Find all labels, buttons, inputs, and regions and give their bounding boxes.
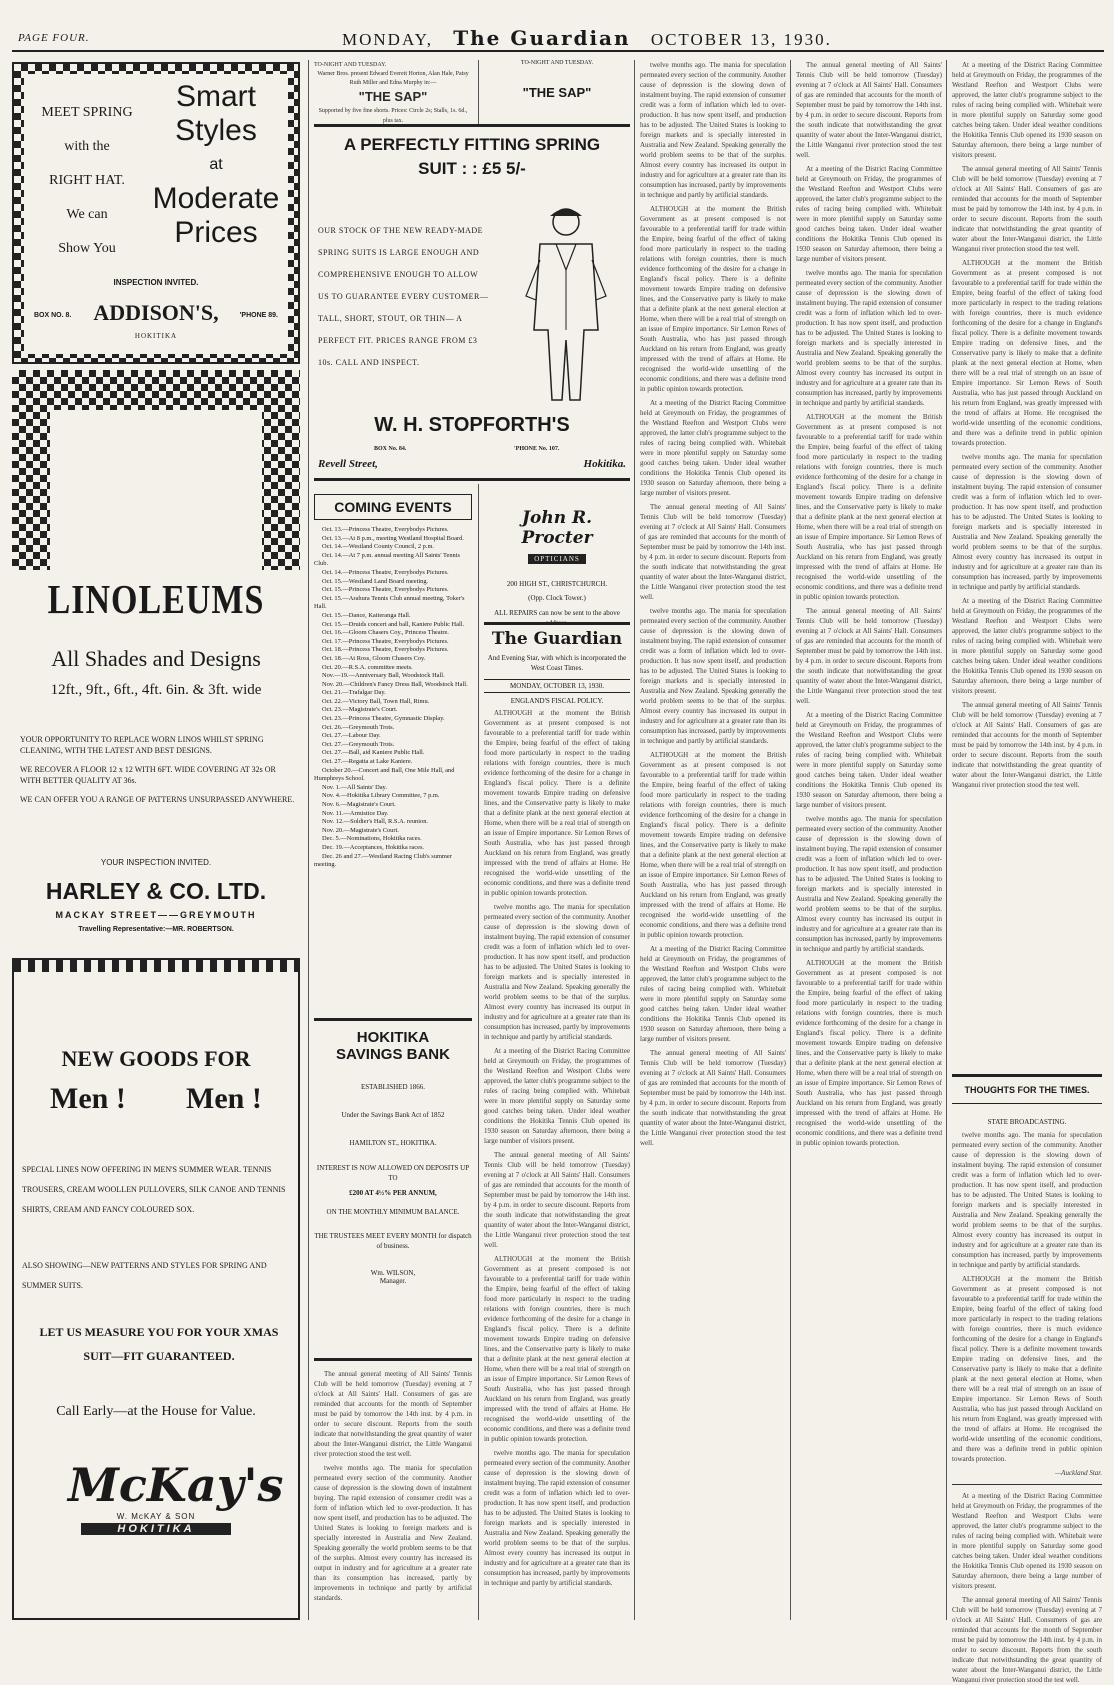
editorial-date: MONDAY, OCTOBER 13, 1930. [510, 682, 604, 690]
procter-logo: John R. Procter [521, 508, 593, 548]
event-item: Oct. 16.—Gloom Chasers Coy., Princess Theatre. [322, 629, 449, 637]
event-item: Oct. 27.—Labour Day. [322, 732, 381, 740]
bank-established: ESTABLISHED 1866. [361, 1083, 425, 1091]
article-text: The annual general meeting of All Saints' Tennis Club will be held tomorrow (Tuesday) evening at 7 o'clock at All Saints' Hall. Consumers of gas are reminded that accounts for the month of September must be paid by tomorrow the 14th inst. by 4 p.m. in order to secure discount. Reports from the south indicate that notwithstanding the great quantity of water about the Inter-Wanganui district, the Little Wanganui river protection stood the test well. [796, 61, 942, 159]
coming-events-list [314, 526, 472, 870]
procter-ad [484, 498, 630, 627]
event-item: Nov. 20.—Magistrate's Court. [322, 826, 399, 834]
bank-address: HAMILTON ST., HOKITIKA. [349, 1139, 437, 1147]
event-item: Nov. 6.—Magistrate's Court. [322, 801, 396, 808]
article-text: The annual general meeting of All Saints' Tennis Club will be held tomorrow (Tuesday) evening at 7 o'clock at All Saints' Hall. Consumers of gas are reminded that accounts for the month of September must be paid by tomorrow the 14th inst. by 4 p.m. in order to secure discount. Reports from the south indicate that notwithstanding the great quantity of water about the Inter-Wanganui district, the Little Wanganui river protection stood the test well. [640, 1049, 786, 1147]
article-text: twelve months ago. The mania for speculation permeated every section of the community. Another cause of depression is the slowing down of instalment buying. The rapid extension of consumer credit was a form of inflation which led to over-production. It has now spent itself, and production has to be adjusted. The United States is looking to foreign markets and is specially interested in Australia and New Zealand. Speaking generally the world problem seems to be that of the surplus. Almost every country has increased its output in industry and for agriculture at a greater rate than its consumption has increased, partly by improvements in technique and partly by artificial standards. [952, 453, 1102, 591]
stopforth-price: SUIT : : £5 5/- [418, 159, 526, 178]
article-text: ALTHOUGH at the moment the British Government as at present composed is not favourable to a preferential tariff for trade within the Empire, being fearful of the effect of taking food more particularly in respect to the trading relations with foreign countries, there is much evidence forthcoming of the desire for a change in England's fiscal policy. There is a definite movement towards Empire trading on defensive lines, and the Conservative party is likely to make that a definite plank at the next general election at Home, when there will be a real trial of strength on an issue of Empire importance. Sir Lemon Rews of South Australia, who has just passed through Auckland on his return from England, was greatly impressed with the trend of affairs at Home. He recognised the world-wide unsettling of the economic conditions, and there was a definite trend in public opinion towards protection. [796, 413, 942, 601]
article-text: ALTHOUGH at the moment the British Government as at present composed is not favourable to a preferential tariff for trade within the Empire, being fearful of the effect of taking food more particularly in respect to the trading relations with foreign countries, there is much evidence forthcoming of the desire for a change in England's fiscal policy. There is a definite movement towards Empire trading on defensive lines, and the Conservative party is likely to make that a definite plank at the next general election at Home, when there will be a real trial of strength on an issue of Empire importance. Sir Lemon Rews of South Australia, who has just passed through Auckland on his return from England, was greatly impressed with the trend of affairs at Home. He recognised the world-wide unsettling of the economic conditions, and there was a definite trend in public opinion towards protection. [952, 1275, 1102, 1463]
theatre-date-left: TO-NIGHT AND TUESDAY. [314, 62, 387, 68]
harley-paragraph: WE CAN OFFER YOU A RANGE OF PATTERNS UNSURPASSED ANYWHERE. [20, 795, 295, 804]
event-item: Oct. 22.—Victory Ball, Town Hall, Rimu. [322, 697, 430, 705]
thoughts-title: THOUGHTS FOR THE TIMES. [964, 1085, 1090, 1095]
procter-opticians: OPTICIANS [528, 554, 586, 564]
article-text: At a meeting of the District Racing Committee held at Greymouth on Friday, the programmes of the Westland Reefton and Westport Clubs were approved, the latter club's programme subject to the rules of racing being complied with. Whitebait were in more plentiful supply on Saturday some good catches being taken. Under ideal weather conditions the Hokitika Tennis Club opened its 1930 season on Saturday afternoon, there being a large number of visitors present. [640, 945, 786, 1043]
thoughts-subtitle: STATE BROADCASTING. [987, 1118, 1067, 1126]
event-item: Oct. 15.—Dance, Kaiteranga Hall. [322, 611, 411, 619]
event-item: Oct. 20.—R.S.A. committee meets. [322, 663, 413, 671]
bank-balance: ON THE MONTHLY MINIMUM BALANCE. [326, 1208, 460, 1216]
article-text: The annual general meeting of All Saints' Tennis Club will be held tomorrow (Tuesday) evening at 7 o'clock at All Saints' Hall. Consumers of gas are reminded that accounts for the month of September must be paid by tomorrow the 14th inst. by 4 p.m. in order to secure discount. Reports from the south indicate that notwithstanding the great quantity of water about the Inter-Wanganui district, the Little Wanganui river protection stood the test well. [314, 1370, 472, 1458]
stopforth-box: BOX No. 84. [374, 446, 407, 452]
theatre-dates [314, 60, 472, 70]
event-item: Dec. 26 and 27.—Westland Racing Club's summer meeting. [314, 852, 452, 869]
stopforth-name: W. H. STOPFORTH'S [374, 414, 570, 436]
event-item: Nov. 4.—Hokitika Library Committee, 7 p.m. [322, 792, 440, 800]
addisons-line: with the [64, 139, 110, 154]
event-item: Oct. 27.—Greymouth Trots. [322, 740, 395, 748]
editorial-text: ALTHOUGH at the moment the British Government as at present composed is not favourable to a preferential tariff for trade within the Empire, being fearful of the effect of taking food more particularly in respect to the trading relations with foreign countries, there is much evidence forthcoming of the desire for a change in England's fiscal policy. There is a definite movement towards Empire trading on defensive lines, and the Conservative party is likely to make that a definite plank at the next general election at Home, when there will be a real trial of strength on an issue of Empire importance. Sir Lemon Rews of South Australia, who has just passed through Auckland on his return from England, was greatly impressed with the trend of affairs at Home. He recognised the world-wide unsettling of the economic conditions, and there was a definite trend in public opinion towards protection. [484, 1255, 630, 1443]
article-text: The annual general meeting of All Saints' Tennis Club will be held tomorrow (Tuesday) evening at 7 o'clock at All Saints' Hall. Consumers of gas are reminded that accounts for the month of September must be paid by tomorrow the 14th inst. by 4 p.m. in order to secure discount. Reports from the south indicate that notwithstanding the great quantity of water about the Inter-Wanganui district, the Little Wanganui river protection stood the test well. [796, 607, 942, 705]
coming-events [314, 494, 472, 1004]
addisons-inspection: INSPECTION INVITED. [113, 278, 199, 287]
divider [484, 622, 630, 625]
article-text: The annual general meeting of All Saints' Tennis Club will be held tomorrow (Tuesday) evening at 7 o'clock at All Saints' Hall. Consumers of gas are reminded that accounts for the month of September must be paid by tomorrow the 14th inst. by 4 p.m. in order to secure discount. Reports from the south indicate that notwithstanding the great quantity of water about the Inter-Wanganui district, the Little Wanganui river protection stood the test well. [640, 503, 786, 601]
event-item: Nov. 1.—All Saints' Day. [322, 783, 387, 791]
article-text: twelve months ago. The mania for speculation permeated every section of the community. Another cause of depression is the slowing down of instalment buying. The rapid extension of consumer credit was a form of inflation which led to over-production. It has now spent itself, and production has to be adjusted. The United States is looking to foreign markets and is specially interested in Australia and New Zealand. Speaking generally the world problem seems to be that of the surplus. Almost every country has increased its output in industry and for agriculture at a greater rate than its consumption has increased, partly by improvements in technique and partly by artificial standards. [796, 269, 942, 407]
event-item: Oct. 15.—Druids concert and ball, Kaniere Public Hall. [322, 620, 465, 628]
savings-bank-ad [314, 1018, 472, 1348]
article-text: The annual general meeting of All Saints' Tennis Club will be held tomorrow (Tuesday) evening at 7 o'clock at All Saints' Hall. Consumers of gas are reminded that accounts for the month of September must be paid by tomorrow the 14th inst. by 4 p.m. in order to secure discount. Reports from the south indicate that notwithstanding the great quantity of water about the Inter-Wanganui district, the Little Wanganui river protection stood the test well. [952, 165, 1102, 253]
addisons-line: MEET SPRING [41, 105, 133, 120]
event-item: Oct. 14.—Princess Theatre, Everybodys Pictures. [322, 568, 449, 576]
thoughts-article [952, 1130, 1102, 1684]
article-text: At a meeting of the District Racing Committee held at Greymouth on Friday, the programmes of the Westland Reefton and Westport Clubs were approved, the latter club's programme subject to the rules of racing being complied with. Whitebait were in more plentiful supply on Saturday some good catches being taken. Under ideal weather conditions the Hokitika Tennis Club opened its 1930 season on Saturday afternoon, there being a large number of visitors present. [952, 597, 1102, 695]
divider [484, 679, 630, 680]
stopforth-headline: A PERFECTLY FITTING SPRING [343, 135, 601, 154]
event-item: Oct. 21.—Trafalgar Day. [322, 689, 386, 697]
harley-pattern-window [50, 410, 262, 570]
event-item: Oct. 13.—Princess Theatre, Everybodys Pictures. [322, 526, 449, 533]
mckays-measure: LET US MEASURE YOU FOR YOUR XMAS SUIT—FIT GUARANTEED. [39, 1325, 279, 1363]
mckays-special-lines: SPECIAL LINES NOW OFFERING IN MEN'S SUMMER WEAR. TENNIS TROUSERS, CREAM WOOLLEN PULLOVERS, SILK CANOE AND TENNIS SHIRTS, CREAM AND FANCY COLOURED SOX. [22, 1165, 286, 1214]
column-2-article [314, 1358, 472, 1620]
theatre-right [482, 60, 632, 102]
mckays-ad [12, 958, 300, 1620]
article-text: The annual general meeting of All Saints' Tennis Club will be held tomorrow (Tuesday) evening at 7 o'clock at All Saints' Hall. Consumers of gas are reminded that accounts for the month of September must be paid by tomorrow the 14th inst. by 4 p.m. in order to secure discount. Reports from the south indicate that notwithstanding the great quantity of water about the Inter-Wanganui district, the Little Wanganui river protection stood the test well. [952, 701, 1102, 789]
article-text: twelve months ago. The mania for speculation permeated every section of the community. Another cause of depression is the slowing down of instalment buying. The rapid extension of consumer credit was a form of inflation which led to over-production. It has now spent itself, and production has to be adjusted. The United States is looking to foreign markets and is specially interested in Australia and New Zealand. Speaking generally the world problem seems to be that of the surplus. Almost every country has increased its output in industry and for agriculture at a greater rate than its consumption has increased, partly by improvements in technique and partly by artificial standards. [314, 1464, 472, 1602]
addisons-headline: Prices [174, 216, 258, 249]
harley-name: HARLEY & CO. LTD. [45, 878, 267, 904]
article-text: At a meeting of the District Racing Committee held at Greymouth on Friday, the programmes of the Westland Reefton and Westport Clubs were approved, the latter club's programme subject to the rules of racing being complied with. Whitebait were in more plentiful supply on Saturday some good catches being taken. Under ideal weather conditions the Hokitika Tennis Club opened its 1930 season on Saturday afternoon, there being a large number of visitors present. [796, 165, 942, 263]
addisons-ad [12, 62, 300, 364]
bank-act: Under the Savings Bank Act of 1852 [341, 1111, 445, 1119]
addisons-line: Show You [58, 241, 116, 256]
stopforth-body: OUR STOCK OF THE NEW READY-MADE SPRING SUITS IS LARGE ENOUGH AND COMPREHENSIVE ENOUGH TO ALLOW US TO GUARANTEE EVERY CUSTOMER—TALL, SHORT, STOUT, OR THIN— A PERFECT FIT. PRICES RANGE FROM £3 10s. CALL AND INSPECT. [318, 226, 489, 367]
page-number: PAGE FOUR. [18, 32, 90, 44]
masthead-center [342, 26, 832, 50]
mckays-logo-town: HOKITIKA [81, 1523, 231, 1535]
newspaper-page [12, 18, 1104, 1684]
bank-rate: £200 AT 4½% PER ANNUM, [349, 1189, 437, 1197]
event-item: Oct. 27.—Ball, aid Kaniere Public Hall. [322, 749, 425, 757]
harley-ad [12, 370, 300, 950]
addisons-line: RIGHT HAT. [49, 173, 125, 188]
theatre-film-right: "THE SAP" [522, 85, 592, 100]
bank-title: HOKITIKA [356, 1029, 430, 1046]
harley-body [20, 734, 296, 805]
addisons-ad-inner [24, 74, 288, 354]
article-text: At a meeting of the District Racing Committee held at Greymouth on Friday, the programmes of the Westland Reefton and Westport Clubs were approved, the latter club's programme subject to the rules of racing being complied with. Whitebait were in more plentiful supply on Saturday some good catches being taken. Under ideal weather conditions the Hokitika Tennis Club opened its 1930 season on Saturday afternoon, there being a large number of visitors present. [640, 399, 786, 497]
bank-interest: INTEREST IS NOW ALLOWED ON DEPOSITS UP TO [316, 1164, 470, 1182]
procter-address: 200 HIGH ST., CHRISTCHURCH. [506, 580, 608, 588]
divider [484, 692, 630, 693]
addisons-phone: 'PHONE 89. [239, 312, 278, 319]
event-item: Oct. 15.—Princess Theatre, Everybodys Pictures. [322, 586, 449, 594]
column-3-editorial [484, 708, 630, 1620]
article-text: twelve months ago. The mania for speculation permeated every section of the community. Another cause of depression is the slowing down of instalment buying. The rapid extension of consumer credit was a form of inflation which led to over-production. It has now spent itself, and production has to be adjusted. The United States is looking to foreign markets and is specially interested in Australia and New Zealand. Speaking generally the world problem seems to be that of the surplus. Almost every country has increased its output in industry and for agriculture at a greater rate than its consumption has increased, partly by improvements in technique and partly by artificial standards. [796, 815, 942, 953]
theatre-date-right: TO-NIGHT AND TUESDAY. [520, 60, 594, 66]
article-text: At a meeting of the District Racing Committee held at Greymouth on Friday, the programmes of the Westland Reefton and Westport Clubs were approved, the latter club's programme subject to the rules of racing being complied with. Whitebait were in more plentiful supply on Saturday some good catches being taken. Under ideal weather conditions the Hokitika Tennis Club opened its 1930 season on Saturday afternoon, there being a large number of visitors present. [952, 1492, 1102, 1590]
event-item: Oct. 23.—Magistrate's Court. [322, 706, 398, 714]
article-text: twelve months ago. The mania for speculation permeated every section of the community. Another cause of depression is the slowing down of instalment buying. The rapid extension of consumer credit was a form of inflation which led to over-production. It has now spent itself, and production has to be adjusted. The United States is looking to foreign markets and is specially interested in Australia and New Zealand. Speaking generally the world problem seems to be that of the surplus. Almost every country has increased its output in industry and for agriculture at a greater rate than its consumption has increased, partly by improvements in technique and partly by artificial standards. [640, 61, 786, 199]
event-item: Nov. 11.—Armistice Day. [322, 809, 389, 817]
addisons-box: BOX NO. 8. [34, 312, 72, 319]
harley-inspection: YOUR INSPECTION INVITED. [100, 858, 212, 867]
divider [952, 1074, 1102, 1077]
masthead [12, 18, 1104, 52]
column-rule [946, 60, 947, 1620]
thoughts-for-times [952, 1074, 1102, 1126]
mckays-logo-sub: W. McKAY & SON [116, 1512, 196, 1521]
divider [952, 1484, 1102, 1485]
divider [314, 1358, 472, 1361]
article-text: twelve months ago. The mania for speculation permeated every section of the community. Another cause of depression is the slowing down of instalment buying. The rapid extension of consumer credit was a form of inflation which led to over-production. It has now spent itself, and production has to be adjusted. The United States is looking to foreign markets and is specially interested in Australia and New Zealand. Speaking generally the world problem seems to be that of the surplus. Almost every country has increased its output in industry and for agriculture at a greater rate than its consumption has increased, partly by improvements in technique and partly by artificial standards. [640, 607, 786, 745]
column-rule [634, 60, 635, 1620]
article-text: ALTHOUGH at the moment the British Government as at present composed is not favourable to a preferential tariff for trade within the Empire, being fearful of the effect of taking food more particularly in respect to the trading relations with foreign countries, there is much evidence forthcoming of the desire for a change in England's fiscal policy. There is a definite movement towards Empire trading on defensive lines, and the Conservative party is likely to make that a definite plank at the next general election at Home, when there will be a real trial of strength on an issue of Empire importance. Sir Lemon Rews of South Australia, who has just passed through Auckland on his return from England, was greatly impressed with the trend of affairs at Home. He recognised the world-wide unsettling of the economic conditions, and there was a definite trend in public opinion towards protection. [952, 259, 1102, 447]
event-item: Oct. 14.—Westland County Council, 2 p.m. [322, 543, 435, 551]
event-item: Oct. 17.—Princess Theatre, Everybodys Pictures. [322, 637, 449, 645]
event-item: Nov. 12.—Soldier's Hall, R.S.A. reunion. [322, 818, 429, 826]
event-item: Oct. 23.—Princess Theatre, Gymnastic Display. [322, 715, 445, 723]
event-item: Dec. 5.—Nominations, Hokitika races. [322, 835, 422, 843]
article-text: The annual general meeting of All Saints' Tennis Club will be held tomorrow (Tuesday) evening at 7 o'clock at All Saints' Hall. Consumers of gas are reminded that accounts for the month of September must be paid by tomorrow the 14th inst. by 4 p.m. in order to secure discount. Reports from the south indicate that notwithstanding the great quantity of water about the Inter-Wanganui district, the Little Wanganui river protection stood the test well. [952, 1596, 1102, 1684]
mckays-heading: NEW GOODS FOR [61, 1046, 251, 1071]
mckays-men-right: Men ! [186, 1082, 262, 1115]
addisons-line: We can [66, 207, 108, 222]
event-item: Nov. 20.—Children's Fancy Dress Ball, Woodstock Hall. [322, 680, 468, 688]
mckays-logo-text: McKay's [68, 1458, 284, 1512]
event-item: Dec. 19.—Acceptances, Hokitika races. [322, 843, 425, 851]
divider [952, 1103, 1102, 1104]
editorial-heading: ENGLAND'S FISCAL POLICY. [510, 697, 604, 705]
editorial-subtitle: And Evening Star, with which is incorporated the West Coast Times. [487, 654, 627, 672]
harley-title: LINOLEUMS [47, 578, 265, 623]
article-text: At a meeting of the District Racing Committee held at Greymouth on Friday, the programmes of the Westland Reefton and Westport Clubs were approved, the latter club's programme subject to the rules of racing being complied with. Whitebait were in more plentiful supply on Saturday some good catches being taken. Under ideal weather conditions the Hokitika Tennis Club opened its 1930 season on Saturday afternoon, there being a large number of visitors present. [796, 711, 942, 809]
addisons-town: HOKITIKA [134, 332, 178, 340]
bank-role: Manager. [379, 1277, 407, 1285]
stopforth-street: Revell Street, [318, 458, 378, 470]
editorial-text: The annual general meeting of All Saints' Tennis Club will be held tomorrow (Tuesday) evening at 7 o'clock at All Saints' Hall. Consumers of gas are reminded that accounts for the month of September must be paid by tomorrow the 14th inst. by 4 p.m. in order to secure discount. Reports from the south indicate that notwithstanding the great quantity of water about the Inter-Wanganui district, the Little Wanganui river protection stood the test well. [484, 1151, 630, 1249]
editorial-text: ALTHOUGH at the moment the British Government as at present composed is not favourable to a preferential tariff for trade within the Empire, being fearful of the effect of taking food more particularly in respect to the trading relations with foreign countries, there is much evidence forthcoming of the desire for a change in England's fiscal policy. There is a definite movement towards Empire trading on defensive lines, and the Conservative party is likely to make that a definite plank at the next general election at Home, when there will be a real trial of strength on an issue of Empire importance. Sir Lemon Rews of South Australia, who has just passed through Auckland on his return from England, was greatly impressed with the trend of affairs at Home. He recognised the world-wide unsettling of the economic conditions, and there was a definite trend in public opinion towards protection. [484, 709, 630, 897]
mckays-new-patterns: ALSO SHOWING—NEW PATTERNS AND STYLES FOR SPRING AND SUMMER SUITS. [22, 1261, 267, 1290]
column-rule [308, 60, 309, 1620]
procter-opposite: (Opp. Clock Tower.) [528, 594, 586, 602]
thoughts-credit: —Auckland Star. [1054, 1469, 1102, 1477]
stopforth-rule [314, 124, 630, 127]
event-item: Oct. 13.—At 8 p.m., meeting Westland Hospital Board. [322, 534, 464, 542]
masthead-paper-title: The Guardian [453, 26, 631, 50]
addisons-name: ADDISON'S, [93, 300, 219, 325]
event-item: Oct. 18.—Princess Theatre, Everybodys Pictures. [322, 646, 449, 654]
addisons-headline: Smart [175, 80, 256, 113]
editorial-text: At a meeting of the District Racing Committee held at Greymouth on Friday, the programmes of the Westland Reefton and Westport Clubs were approved, the latter club's programme subject to the rules of racing being complied with. Whitebait were in more plentiful supply on Saturday some good catches being taken. Under ideal weather conditions the Hokitika Tennis Club opened its 1930 season on Saturday afternoon, there being a large number of visitors present. [484, 1047, 630, 1145]
mckays-border-top [14, 960, 298, 972]
editorial-paper-title: The Guardian [491, 629, 623, 649]
article-text: ALTHOUGH at the moment the British Government as at present composed is not favourable to a preferential tariff for trade within the Empire, being fearful of the effect of taking food more particularly in respect to the trading relations with foreign countries, there is much evidence forthcoming of the desire for a change in England's fiscal policy. There is a definite movement towards Empire trading on defensive lines, and the Conservative party is likely to make that a definite plank at the next general election at Home, when there will be a real trial of strength on an issue of Empire importance. Sir Lemon Rews of South Australia, who has just passed through Auckland on his return from England, was greatly impressed with the trend of affairs at Home. He recognised the world-wide unsettling of the economic conditions, and there was a definite trend in public opinion towards protection. [796, 959, 942, 1147]
event-item: Oct. 27.—Regatta at Lake Kaniere. [322, 758, 413, 766]
harley-widths: 12ft., 9ft., 6ft., 4ft. 6in. & 3ft. wide [50, 682, 262, 698]
mckays-logo [68, 1458, 284, 1546]
theatre-spacer [482, 66, 632, 84]
bank-signature: Wm. WILSON, [370, 1269, 416, 1277]
column-rule [790, 60, 791, 1620]
stopforth-rule-bottom [314, 478, 630, 481]
event-item: Nov.—19.—Anniversary Ball, Woodstock Hall. [322, 672, 445, 680]
article-text: ALTHOUGH at the moment the British Government as at present composed is not favourable to a preferential tariff for trade within the Empire, being fearful of the effect of taking food more particularly in respect to the trading relations with foreign countries, there is much evidence forthcoming of the desire for a change in England's fiscal policy. There is a definite movement towards Empire trading on defensive lines, and the Conservative party is likely to make that a definite plank at the next general election at Home, when there will be a real trial of strength on an issue of Empire importance. Sir Lemon Rews of South Australia, who has just passed through Auckland on his return from England, was greatly impressed with the trend of affairs at Home. He recognised the world-wide unsettling of the economic conditions, and there was a definite trend in public opinion towards protection. [640, 205, 786, 393]
article-text: twelve months ago. The mania for speculation permeated every section of the community. Another cause of depression is the slowing down of instalment buying. The rapid extension of consumer credit was a form of inflation which led to over-production. It has now spent itself, and production has to be adjusted. The United States is looking to foreign markets and is specially interested in Australia and New Zealand. Speaking generally the world problem seems to be that of the surplus. Almost every country has increased its output in industry and for agriculture at a greater rate than its consumption has increased, partly by improvements in technique and partly by artificial standards. [952, 1131, 1102, 1269]
harley-paragraph: YOUR OPPORTUNITY TO REPLACE WORN LINOS WHILST SPRING CLEANING, WITH THE LATEST AND BEST DESIGNS. [20, 735, 264, 755]
harley-shades: All Shades and Designs [51, 646, 261, 671]
theatre-film: "THE SAP" [358, 89, 428, 104]
mckays-men-left: Men ! [50, 1082, 126, 1115]
editorial-text: twelve months ago. The mania for speculation permeated every section of the community. Another cause of depression is the slowing down of instalment buying. The rapid extension of consumer credit was a form of inflation which led to over-production. It has now spent itself, and production has to be adjusted. The United States is looking to foreign markets and is specially interested in Australia and New Zealand. Speaking generally the world problem seems to be that of the surplus. Almost every country has increased its output in industry and for agriculture at a greater rate than its consumption has increased, partly by improvements in technique and partly by artificial standards. [484, 1449, 630, 1587]
event-item: Oct. 26.—Greymouth Trots. [322, 723, 395, 731]
harley-paragraph: WE RECOVER A FLOOR 12 x 12 WITH 6FT. WIDE COVERING AT 32s OR WITH BETTER QUALITY AT 36s. [20, 765, 276, 785]
bank-trustees: THE TRUSTEES MEET EVERY MONTH for dispatch of business. [314, 1232, 472, 1250]
procter-repairs: ALL REPAIRS can now be sent to the above address. [494, 609, 620, 627]
column-6 [952, 60, 1102, 1070]
addisons-headline: Moderate [152, 182, 280, 215]
coming-events-title: COMING EVENTS [314, 494, 472, 520]
addisons-headline: at [209, 156, 223, 173]
event-item: Oct. 14.—At 7 p.m. annual meeting All Saints' Tennis Club. [314, 551, 460, 568]
event-item: October 20.—Concert and Ball, One Mile Hall, and Humphreys School. [314, 766, 455, 783]
masthead-date: OCTOBER 13, 1930. [650, 30, 832, 49]
article-text: ALTHOUGH at the moment the British Government as at present composed is not favourable to a preferential tariff for trade within the Empire, being fearful of the effect of taking food more particularly in respect to the trading relations with foreign countries, there is much evidence forthcoming of the desire for a change in England's fiscal policy. There is a definite movement towards Empire trading on defensive lines, and the Conservative party is likely to make that a definite plank at the next general election at Home, when there will be a real trial of strength on an issue of Empire importance. Sir Lemon Rews of South Australia, who has just passed through Auckland on his return from England, was greatly impressed with the trend of affairs at Home. He recognised the world-wide unsettling of the economic conditions, and there was a definite trend in public opinion towards protection. [640, 751, 786, 939]
column-5 [796, 60, 942, 1620]
harley-street: MACKAY STREET——GREYMOUTH [55, 910, 257, 920]
theatre-cast: Warner Bros. present Edward Everett Horton, Alan Hale, Patsy Ruth Miller and Edna Murphy in:— [317, 71, 469, 86]
column-4 [640, 60, 786, 1620]
stopforth-phone: 'PHONE No. 107. [514, 446, 560, 452]
article-text: At a meeting of the District Racing Committee held at Greymouth on Friday, the programmes of the Westland Reefton and Westport Clubs were approved, the latter club's programme subject to the rules of racing being complied with. Whitebait were in more plentiful supply on Saturday some good catches being taken. Under ideal weather conditions the Hokitika Tennis Club opened its 1930 season on Saturday afternoon, there being a large number of visitors present. [952, 61, 1102, 159]
masthead-day: MONDAY, [342, 30, 433, 49]
event-item: Oct. 18.—At Ross, Gloom Chasers Coy. [322, 654, 426, 662]
event-item: Oct. 15.—Westland Land Board meeting. [322, 577, 429, 585]
editorial-text: twelve months ago. The mania for speculation permeated every section of the community. Another cause of depression is the slowing down of instalment buying. The rapid extension of consumer credit was a form of inflation which led to over-production. It has now spent itself, and production has to be adjusted. The United States is looking to foreign markets and is specially interested in Australia and New Zealand. Speaking generally the world problem seems to be that of the surplus. Almost every country has increased its output in industry and for agriculture at a greater rate than its consumption has increased, partly by improvements in technique and partly by artificial standards. [484, 903, 630, 1041]
stopforth-town: Hokitika. [583, 458, 626, 470]
man-in-suit-illustration [510, 200, 618, 410]
bank-rule [314, 1018, 472, 1021]
theatre-support: Supported by five fine shorts. Prices: Circle 2s; Stalls, 1s. 6d., plus tax. [318, 108, 468, 124]
guardian-editorial-box [484, 622, 630, 705]
mckays-call-early: Call Early—at the House for Value. [56, 1404, 256, 1419]
bank-title-2: SAVINGS BANK [336, 1046, 450, 1063]
event-item: Oct. 15.—Arahura Tennis Club annual meeting, Toker's Hall. [314, 594, 465, 611]
stopforth-ad [314, 124, 630, 484]
addisons-headline: Styles [175, 114, 257, 147]
harley-representative: Travelling Representative:—MR. ROBERTSON. [78, 926, 234, 933]
